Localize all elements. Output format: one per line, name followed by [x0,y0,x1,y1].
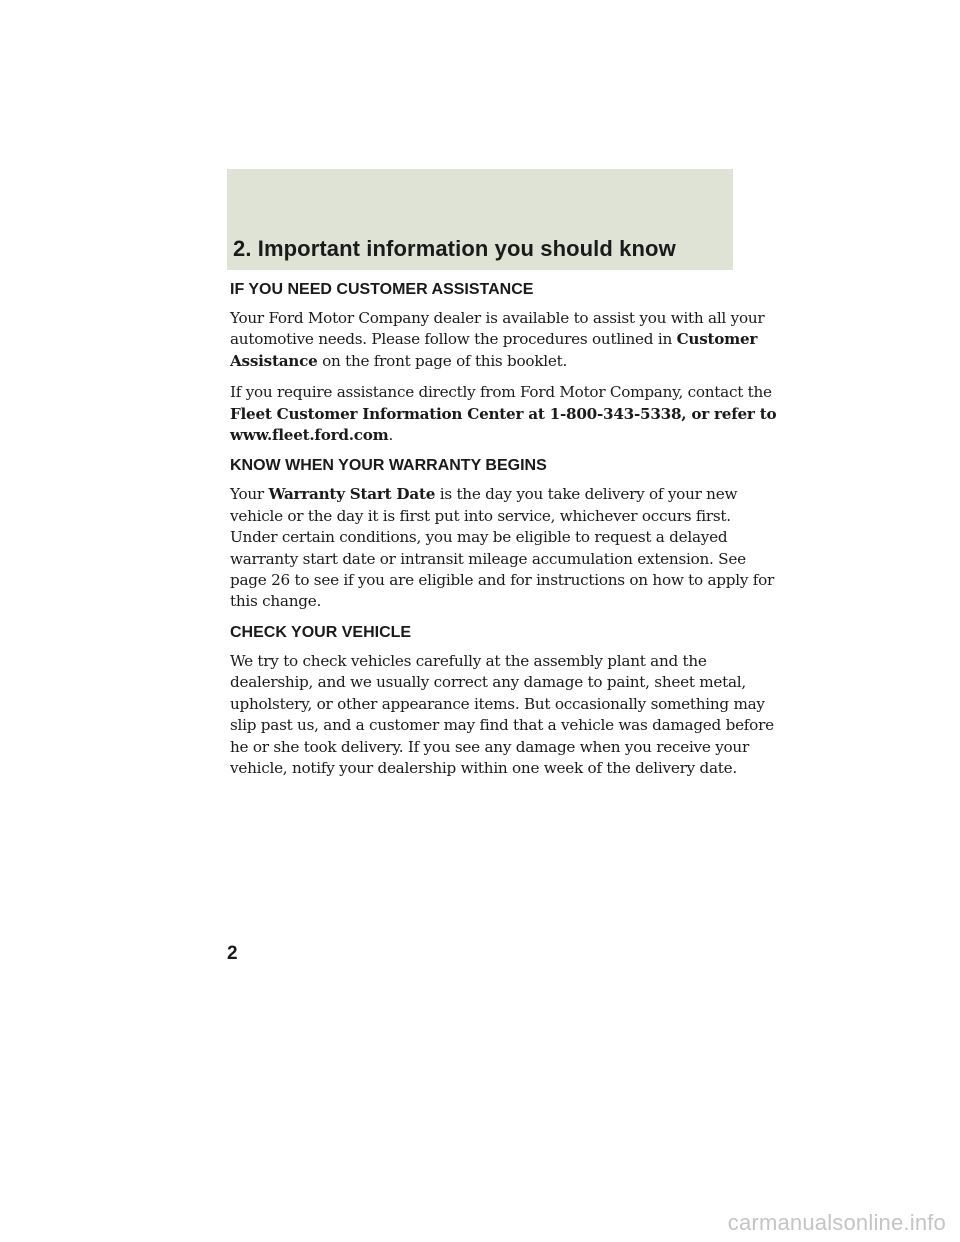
emphasis-warranty-start-date: Warranty Start Date [268,485,436,504]
section-heading-check-vehicle: CHECK YOUR VEHICLE [230,623,412,641]
watermark: carmanualsonline.info [727,1210,946,1235]
emphasis-fleet-center-phone: Fleet Customer Information Center at 1-800-343-5338, or refer to [230,404,777,423]
text-line [230,484,738,505]
section-heading-warranty-begins: KNOW WHEN YOUR WARRANTY BEGINS [230,457,547,475]
section-heading-customer-assistance: IF YOU NEED CUSTOMER ASSISTANCE [230,281,534,298]
paragraph-dealer-assistance [230,308,765,372]
page-number: 2 [227,943,238,964]
paragraph-warranty-start [230,484,775,612]
text-run: . [388,426,394,445]
text-line [230,329,758,350]
text-run: on the front page of this booklet. [317,351,568,370]
text-line: warranty start date or intransit mileage accumulation extension. See [230,549,746,568]
text-line: slip past us, and a customer may find that a vehicle was damaged before [230,716,774,735]
text-line [230,351,734,372]
text-line: vehicle, notify your dealership within one week of the delivery date. [230,758,737,777]
page-content [230,280,777,789]
paragraph-check-vehicle [230,651,774,779]
text-run: automotive needs. Please follow the procedures outlined in [230,330,677,349]
chapter-title: 2. Important information you should know [233,236,676,261]
text-line: page 26 to see if you are eligible and for instructions on how to apply for [230,571,775,590]
text-line: Your Ford Motor Company dealer is available to assist you with all your [230,309,765,327]
text-line: Under certain conditions, you may be eligible to request a delayed [230,528,728,547]
text-line [230,425,734,446]
emphasis-assistance: Assistance [230,351,318,370]
text-line: upholstery, or other appearance items. But occasionally something may [230,694,765,713]
text-line: this change. [230,592,322,611]
text-line: dealership, and we usually correct any damage to paint, sheet metal, [230,673,746,692]
text-run: is the day you take delivery of your new [435,485,738,504]
emphasis-customer: Customer [676,330,758,349]
text-line: he or she took delivery. If you see any damage when you receive your [230,737,749,756]
paragraph-fleet-center [230,382,777,446]
text-line: We try to check vehicles carefully at the assembly plant and the [230,651,707,670]
text-line: vehicle or the day it is first put into service, whichever occurs first. [230,506,731,525]
fleet-website-link: www.fleet.ford.com [230,426,389,445]
text-line: If you require assistance directly from Ford Motor Company, contact the [230,383,772,402]
text-run: Your [230,485,269,504]
